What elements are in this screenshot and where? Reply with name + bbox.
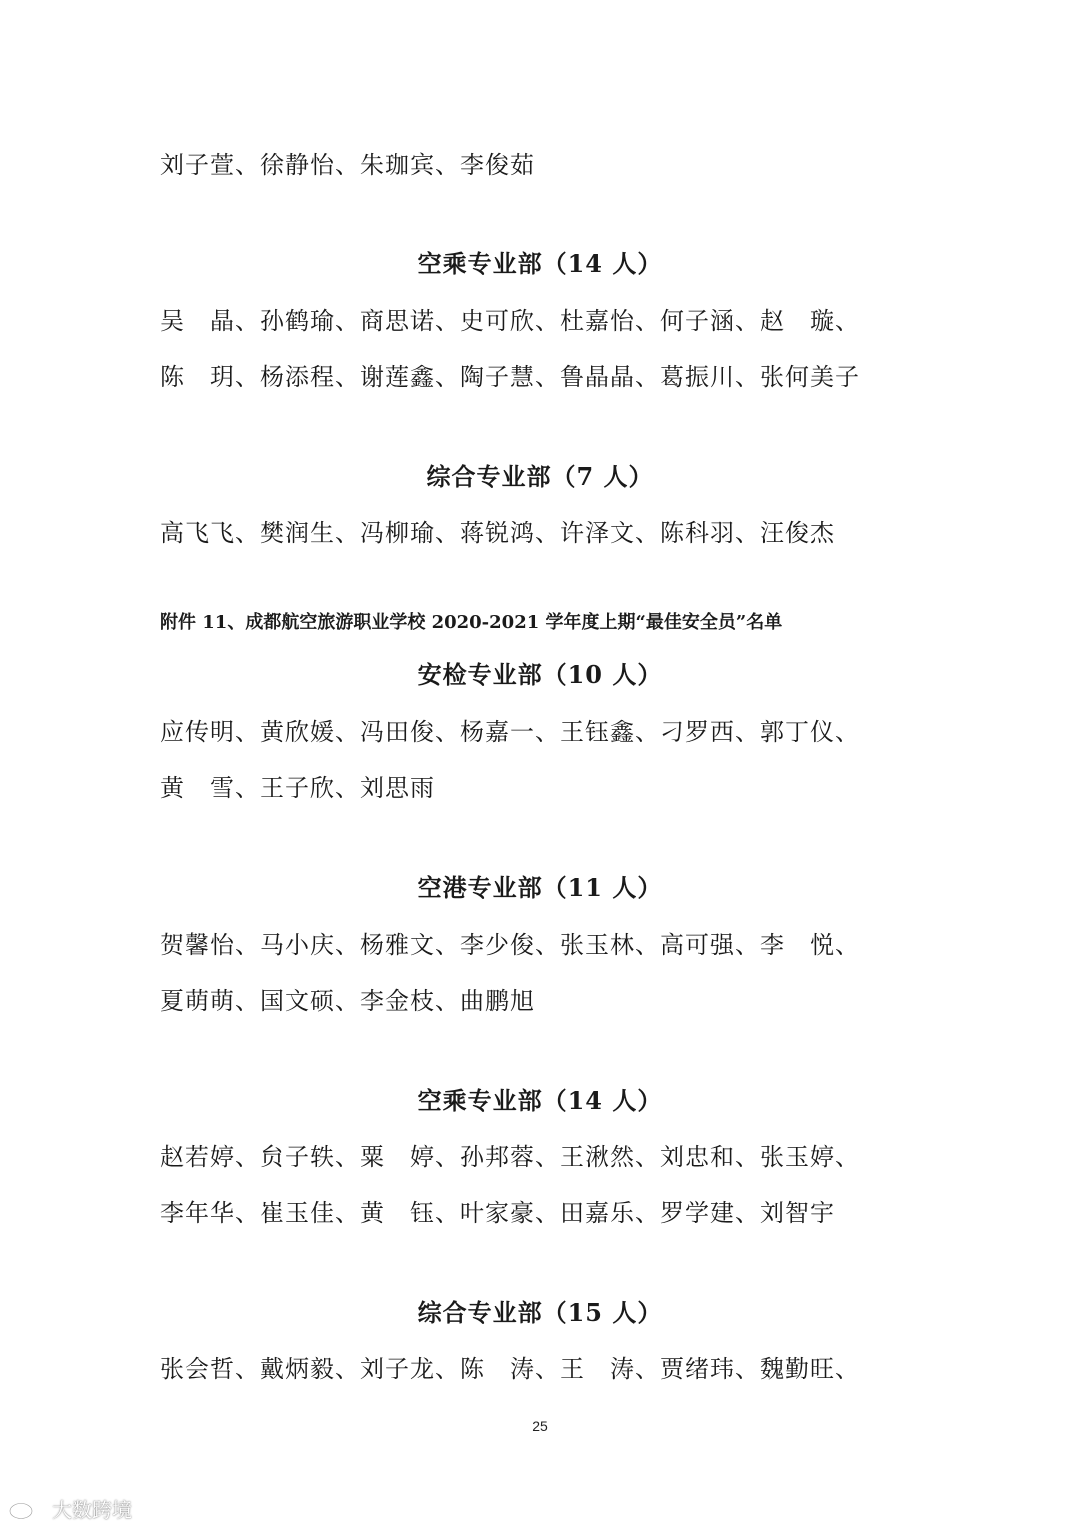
name-line: 张会哲、戴炳毅、刘子龙、陈 涛、王 涛、贾绪玮、魏勤旺、 [160,1355,860,1383]
name-line: 贺馨怡、马小庆、杨雅文、李少俊、张玉林、高可强、李 悦、 [160,931,860,959]
name-line: 黄 雪、王子欣、刘思雨 [160,774,435,802]
section-heading: 空乘专业部（14 人） [417,1086,663,1115]
weibo-logo-icon [8,1498,48,1520]
name-line: 陈 玥、杨添程、谢莲鑫、陶子慧、鲁晶晶、葛振川、张何美子 [160,363,860,391]
page-number: 25 [532,1418,548,1434]
name-line: 赵若婷、贠子轶、粟 婷、孙邦蓉、王湫然、刘忠和、张玉婷、 [160,1143,860,1171]
section-heading: 综合专业部（7 人） [426,462,654,491]
section-heading: 综合专业部（15 人） [417,1298,663,1327]
section-heading: 空乘专业部（14 人） [417,249,663,278]
section-heading: 安检专业部（10 人） [417,660,663,689]
name-line: 夏萌萌、国文硕、李金枝、曲鹏旭 [160,987,535,1015]
watermark-text: 大数跨境 [52,1498,132,1522]
name-line: 吴 晶、孙鹤瑜、商思诺、史可欣、杜嘉怡、何子涵、赵 璇、 [160,307,860,335]
watermark [8,1494,132,1523]
attachment-title: 附件 11、成都航空旅游职业学校 2020-2021 学年度上期“最佳安全员”名单 [160,612,783,633]
name-line: 李年华、崔玉佳、黄 钰、叶家豪、田嘉乐、罗学建、刘智宇 [160,1199,835,1227]
name-line: 刘子萱、徐静怡、朱珈宾、李俊茹 [160,151,535,179]
name-line: 应传明、黄欣媛、冯田俊、杨嘉一、王钰鑫、刁罗西、郭丁仪、 [160,718,860,746]
name-line: 高飞飞、樊润生、冯柳瑜、蒋锐鸿、许泽文、陈科羽、汪俊杰 [160,519,835,547]
section-heading: 空港专业部（11 人） [417,873,663,902]
